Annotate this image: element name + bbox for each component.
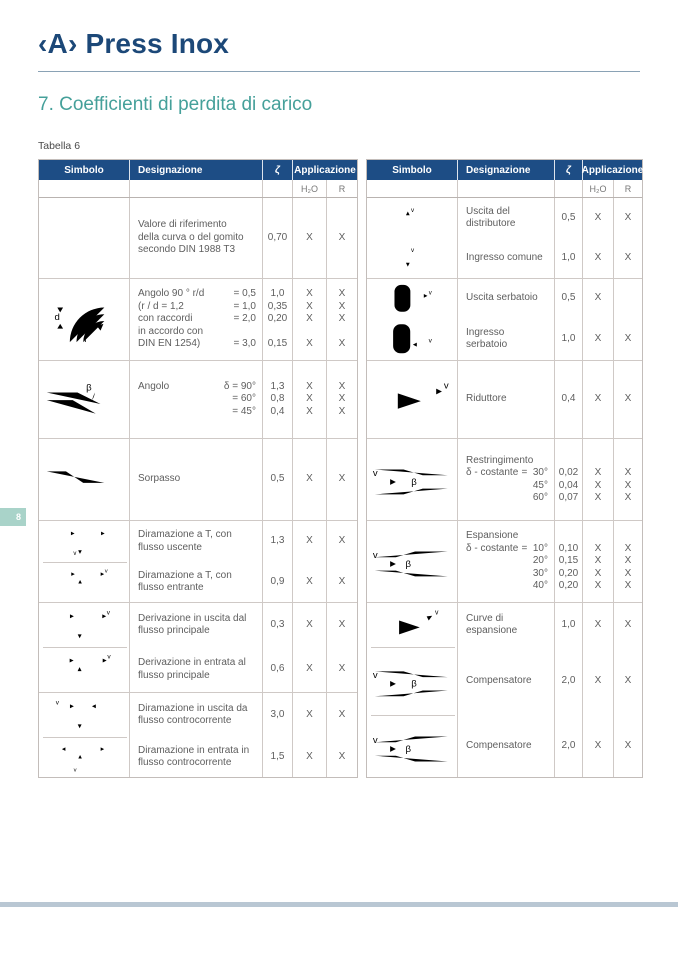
- zeta-value-cell: 1,3 0,8 0,4: [262, 361, 292, 438]
- r-applicability-cell: X: [613, 603, 642, 647]
- branch-exit-main-icon: [39, 603, 129, 647]
- r-applicability-cell: [613, 279, 642, 318]
- designation-cell: Riduttore: [457, 361, 554, 438]
- r-applicability-cell: X: [613, 715, 642, 777]
- table-row: [39, 360, 357, 438]
- table-row: [39, 737, 357, 777]
- table-row: [39, 692, 357, 737]
- designation-cell: Restringimento δ - costante = 30° 45° 60°: [457, 439, 554, 520]
- designation-cell: Diramazione a T, con flusso uscente: [129, 521, 262, 562]
- table-row: [367, 360, 642, 438]
- r-applicability-cell: X: [326, 198, 357, 278]
- zeta-value-cell: 0,9: [262, 562, 292, 602]
- r-applicability-cell: X: [613, 361, 642, 438]
- r-applicability-cell: X: [326, 521, 357, 562]
- table-row: [39, 562, 357, 602]
- h2o-applicability-cell: X: [292, 737, 326, 777]
- table-row: [39, 278, 357, 360]
- r-applicability-cell: X: [326, 562, 357, 602]
- angle-90-icon: [39, 279, 129, 360]
- r-applicability-cell: X: [326, 693, 357, 737]
- zeta-value-cell: 1,3: [262, 521, 292, 562]
- zeta-value-cell: 1,0: [554, 603, 582, 647]
- h2o-applicability-cell: X: [582, 238, 613, 278]
- expansion-icon: [367, 521, 457, 602]
- zeta-value-cell: 1,0: [554, 318, 582, 360]
- r-applicability-cell: X: [326, 439, 357, 520]
- compensator-icon: [367, 647, 457, 715]
- table-row: [39, 602, 357, 647]
- elbow-icon: [39, 198, 129, 278]
- table-row: [367, 198, 642, 238]
- designation-cell: Uscita del distributore: [457, 198, 554, 238]
- tank-inlet-icon: [367, 318, 457, 360]
- zeta-value-cell: 0,70: [262, 198, 292, 278]
- designation-cell: Diramazione a T, con flusso entrante: [129, 562, 262, 602]
- designation-cell: Curve di espansione: [457, 603, 554, 647]
- designation-cell: Uscita serbatoio: [457, 279, 554, 318]
- r-applicability-cell: X: [326, 647, 357, 692]
- column-subheader-r: R: [613, 180, 642, 197]
- branch-enter-counter-icon: [39, 737, 129, 777]
- designation-cell: Ingresso comune: [457, 238, 554, 278]
- header-divider: [38, 71, 640, 72]
- designation-cell: Espansione δ - costante = 10° 20° 30° 40°: [457, 521, 554, 602]
- designation-cell: Compensatore: [457, 647, 554, 715]
- tank-outlet-icon: [367, 279, 457, 318]
- branch-exit-counter-icon: [39, 693, 129, 737]
- page-number: 8: [15, 512, 21, 522]
- table-row: [367, 520, 642, 602]
- r-applicability-cell: X: [613, 318, 642, 360]
- restriction-icon: [367, 439, 457, 520]
- branch-enter-main-icon: [39, 647, 129, 692]
- page-number-tab: [0, 508, 26, 526]
- column-header-designazione: Designazione: [129, 160, 262, 180]
- r-applicability-cell: X X X: [613, 439, 642, 520]
- compensator-icon: [367, 715, 457, 777]
- column-subheader-h2o: H₂O: [582, 180, 613, 197]
- footer-divider: [0, 902, 678, 907]
- zeta-value-cell: 0,5: [554, 198, 582, 238]
- distributor-outlet-icon: [367, 198, 457, 238]
- common-inlet-icon: [367, 238, 457, 278]
- overpass-icon: [39, 439, 129, 520]
- h2o-applicability-cell: X: [582, 361, 613, 438]
- zeta-value-cell: 0,3: [262, 603, 292, 647]
- table-row: [367, 715, 642, 777]
- table-row: [367, 647, 642, 715]
- table-row: [39, 520, 357, 562]
- table-header-row: [39, 160, 357, 180]
- zeta-value-cell: 1,0 0,35 0,20 0,15: [262, 279, 292, 360]
- column-header-simbolo: Simbolo: [392, 164, 432, 176]
- designation-cell: Angolo δ = 90° = 60° = 45°: [129, 361, 262, 438]
- zeta-value-cell: 3,0: [262, 693, 292, 737]
- table-row: [39, 438, 357, 520]
- column-header-designazione: Designazione: [457, 160, 554, 180]
- designation-cell: Valore di riferimento della curva o del gomito secondo DIN 1988 T3: [129, 198, 262, 278]
- tee-flow-out-icon: [39, 521, 129, 562]
- table-subheader-row: [367, 180, 642, 198]
- h2o-applicability-cell: X X X X: [292, 279, 326, 360]
- column-header-zeta: ζ: [554, 160, 582, 180]
- h2o-applicability-cell: X X X X: [582, 521, 613, 602]
- pressure-loss-table-left: [38, 159, 358, 778]
- brand-title: ‹A› Press Inox: [38, 28, 230, 59]
- zeta-value-cell: 0,10 0,15 0,20 0,20: [554, 521, 582, 602]
- h2o-applicability-cell: X: [292, 521, 326, 562]
- table-body: [39, 198, 357, 777]
- zeta-value-cell: 0,5: [554, 279, 582, 318]
- designation-cell: Angolo 90 ° r/d = 0,5 (r / d = 1,2 = 1,0 con raccordi = 2,0 in accordo con DIN EN 1254) = 3,0: [129, 279, 262, 360]
- designation-cell: Diramazione in uscita da flusso controcorrente: [129, 693, 262, 737]
- designation-cell: Derivazione in uscita dal flusso principale: [129, 603, 262, 647]
- column-header-applicazione: Applicazione: [292, 160, 357, 180]
- h2o-applicability-cell: X: [292, 603, 326, 647]
- h2o-applicability-cell: X: [292, 693, 326, 737]
- designation-cell: Compensatore: [457, 715, 554, 777]
- zeta-value-cell: 2,0: [554, 647, 582, 715]
- r-applicability-cell: X X X X: [326, 279, 357, 360]
- h2o-applicability-cell: X: [292, 439, 326, 520]
- h2o-applicability-cell: X: [292, 562, 326, 602]
- angle-icon: [39, 361, 129, 438]
- zeta-value-cell: 0,6: [262, 647, 292, 692]
- zeta-value-cell: 2,0: [554, 715, 582, 777]
- column-header-zeta: ζ: [262, 160, 292, 180]
- h2o-applicability-cell: X: [582, 198, 613, 238]
- zeta-value-cell: 0,02 0,04 0,07: [554, 439, 582, 520]
- designation-cell: Sorpasso: [129, 439, 262, 520]
- r-applicability-cell: X X X X: [613, 521, 642, 602]
- table-row: [367, 602, 642, 647]
- column-subheader-r: R: [326, 180, 357, 197]
- h2o-applicability-cell: X: [582, 603, 613, 647]
- h2o-applicability-cell: X: [582, 647, 613, 715]
- designation-cell: Derivazione in entrata al flusso principale: [129, 647, 262, 692]
- reducer-icon: [367, 361, 457, 438]
- r-applicability-cell: X X X: [326, 361, 357, 438]
- zeta-value-cell: 1,5: [262, 737, 292, 777]
- table-row: [367, 438, 642, 520]
- column-header-simbolo: Simbolo: [64, 164, 104, 176]
- tee-flow-in-icon: [39, 562, 129, 602]
- zeta-value-cell: 0,4: [554, 361, 582, 438]
- column-subheader-h2o: H₂O: [292, 180, 326, 197]
- table-row: [367, 318, 642, 360]
- r-applicability-cell: X: [613, 198, 642, 238]
- r-applicability-cell: X: [326, 603, 357, 647]
- table-subheader-row: [39, 180, 357, 198]
- table-row: [39, 647, 357, 692]
- designation-cell: Diramazione in entrata in flusso controcorrente: [129, 737, 262, 777]
- table-header-row: [367, 160, 642, 180]
- table-row: [39, 198, 357, 278]
- h2o-applicability-cell: X X X: [582, 439, 613, 520]
- h2o-applicability-cell: X X X: [292, 361, 326, 438]
- h2o-applicability-cell: X: [582, 279, 613, 318]
- table-body: [367, 198, 642, 777]
- table-caption: Tabella 6: [38, 140, 81, 152]
- table-row: [367, 238, 642, 278]
- zeta-value-cell: 0,5: [262, 439, 292, 520]
- h2o-applicability-cell: X: [582, 715, 613, 777]
- column-header-applicazione: Applicazione: [582, 160, 642, 180]
- r-applicability-cell: X: [613, 238, 642, 278]
- designation-cell: Ingresso serbatoio: [457, 318, 554, 360]
- zeta-value-cell: 1,0: [554, 238, 582, 278]
- h2o-applicability-cell: X: [582, 318, 613, 360]
- h2o-applicability-cell: X: [292, 198, 326, 278]
- r-applicability-cell: X: [613, 647, 642, 715]
- table-row: [367, 278, 642, 318]
- h2o-applicability-cell: X: [292, 647, 326, 692]
- expansion-curve-icon: [367, 603, 457, 647]
- pressure-loss-table-right: [366, 159, 643, 778]
- section-title: 7. Coefficienti di perdita di carico: [38, 94, 313, 115]
- r-applicability-cell: X: [326, 737, 357, 777]
